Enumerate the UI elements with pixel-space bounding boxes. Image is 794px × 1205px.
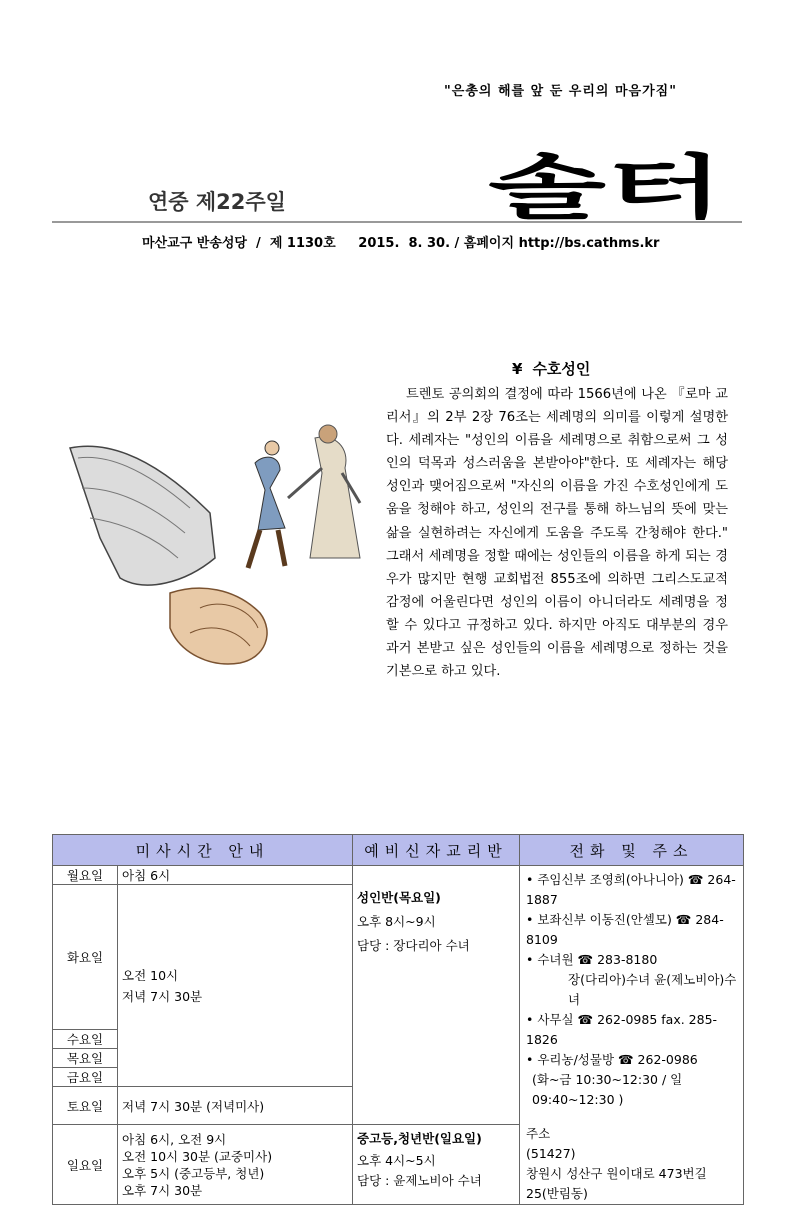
adult-catechism [353, 866, 520, 1125]
contact-office: • 사무실 ☎ 262-0985 fax. 285-1826 [526, 1010, 739, 1050]
sunday-times [118, 1125, 353, 1205]
sunday-time-4: 오후 7시 30분 [122, 1182, 203, 1198]
section-title-text: 수호성인 [532, 360, 591, 378]
mass-time-saturday: 저녁 7시 30분 (저녁미사) [118, 1087, 353, 1125]
article-body: 트렌토 공의회의 결정에 따라 1566년에 나온 『로마 교리서』의 2부 2장 76조는 세례명의 의미를 이렇게 설명한다. 세례자는 "성인의 이름을 세례명으로 취함으로써 그 성인의 덕목과 성스러움을 본받아야"한다. 또 세례자는 해당 성인과 맺어짐으로써 "자신의 이름을 가진 수호성인에게 도움을 청해야 하고, 성인의 전구를 통해 하느님의 뜻에 맞는 삶을 실현하려는 자신에게 도움을 주도록 간청해야 한다." 그래서 세례명을 정할 때에는 성인들의 이름을 하게 되는 경우가 많지만 현행 교회법전 855조에 의하면 그리스도교적 감정에 어울린다면 성인의 이름이 아니더라도 세례명을 정할 수 있다고 규정하고 있다. 하지만 아직도 대부분의 경우 과거 본받고 싶은 성인들의 이름을 세례명으로 정하는 것을 기본으로 하고 있다. [386, 387, 728, 680]
day-monday: 월요일 [53, 866, 118, 885]
contact-convent: • 수녀원 ☎ 283-8180 [526, 950, 739, 970]
weekday-time-evening: 저녁 7시 30분 [122, 988, 203, 1004]
motto: "은총의 해를 앞 둔 우리의 마음가짐" [444, 84, 677, 99]
contact-assistant: • 보좌신부 이동진(안셀모) ☎ 284-8109 [526, 910, 739, 950]
liturgical-sunday: 연중 제22주일 [148, 190, 286, 214]
logo-text: 솔터 [488, 150, 724, 220]
weekday-time-morning: 오전 10시 [122, 967, 179, 983]
contact-pastor: • 주임신부 조영희(아나니아) ☎ 264-1887 [526, 870, 739, 910]
issue-line: 마산교구 반송성당 / 제 1130호 2015. 8. 30. / 홈페이지 http://bs.cathms.kr [142, 236, 660, 251]
sunday-time-1: 아침 6시, 오전 9시 [122, 1131, 227, 1147]
bulletin-logo [488, 150, 728, 220]
day-sunday: 일요일 [53, 1125, 118, 1205]
section-title [512, 358, 590, 379]
illustration-image [60, 418, 380, 708]
day-wednesday: 수요일 [53, 1030, 118, 1049]
postcode: (51427) [526, 1146, 576, 1161]
day-thursday: 목요일 [53, 1049, 118, 1068]
info-table [52, 834, 744, 1205]
weekday-times [118, 885, 353, 1087]
section-bullet: ¥ [512, 360, 523, 378]
address-label: 주소 [526, 1126, 551, 1141]
youth-catechism [353, 1125, 520, 1205]
address: 창원시 성산구 원이대로 473번길 25(반림동) [526, 1166, 707, 1201]
mass-schedule-header: 미사시간 안내 [53, 835, 353, 866]
day-tuesday: 화요일 [53, 885, 118, 1030]
adult-class-title: 성인반(목요일) [357, 890, 441, 905]
office-hours: (화~금 10:30~12:30 / 일 09:40~12:30 ) [532, 1072, 683, 1107]
day-friday: 금요일 [53, 1068, 118, 1087]
contact-sisters: 장(다리아)수녀 윤(제노비아)수녀 [568, 972, 737, 1007]
contact-cell [520, 866, 744, 1205]
contact-header: 전화 및 주소 [520, 835, 744, 866]
sunday-time-2: 오전 10시 30분 (교중미사) [122, 1148, 273, 1164]
header-divider [52, 221, 742, 223]
catechism-header: 예비신자교리반 [353, 835, 520, 866]
youth-class-title: 중고등,청년반(일요일) [357, 1131, 482, 1146]
day-saturday: 토요일 [53, 1087, 118, 1125]
adult-class-staff: 담당 : 장다리아 수녀 [357, 938, 470, 953]
mass-time-monday: 아침 6시 [118, 866, 353, 885]
youth-class-staff: 담당 : 윤제노비아 수녀 [357, 1173, 482, 1188]
contact-shop: • 우리농/성물방 ☎ 262-0986 [526, 1050, 739, 1070]
sunday-time-3: 오후 5시 (중고등부, 청년) [122, 1165, 265, 1181]
adult-class-time: 오후 8시~9시 [357, 914, 436, 929]
youth-class-time: 오후 4시~5시 [357, 1153, 436, 1168]
table-header-row [53, 835, 744, 866]
